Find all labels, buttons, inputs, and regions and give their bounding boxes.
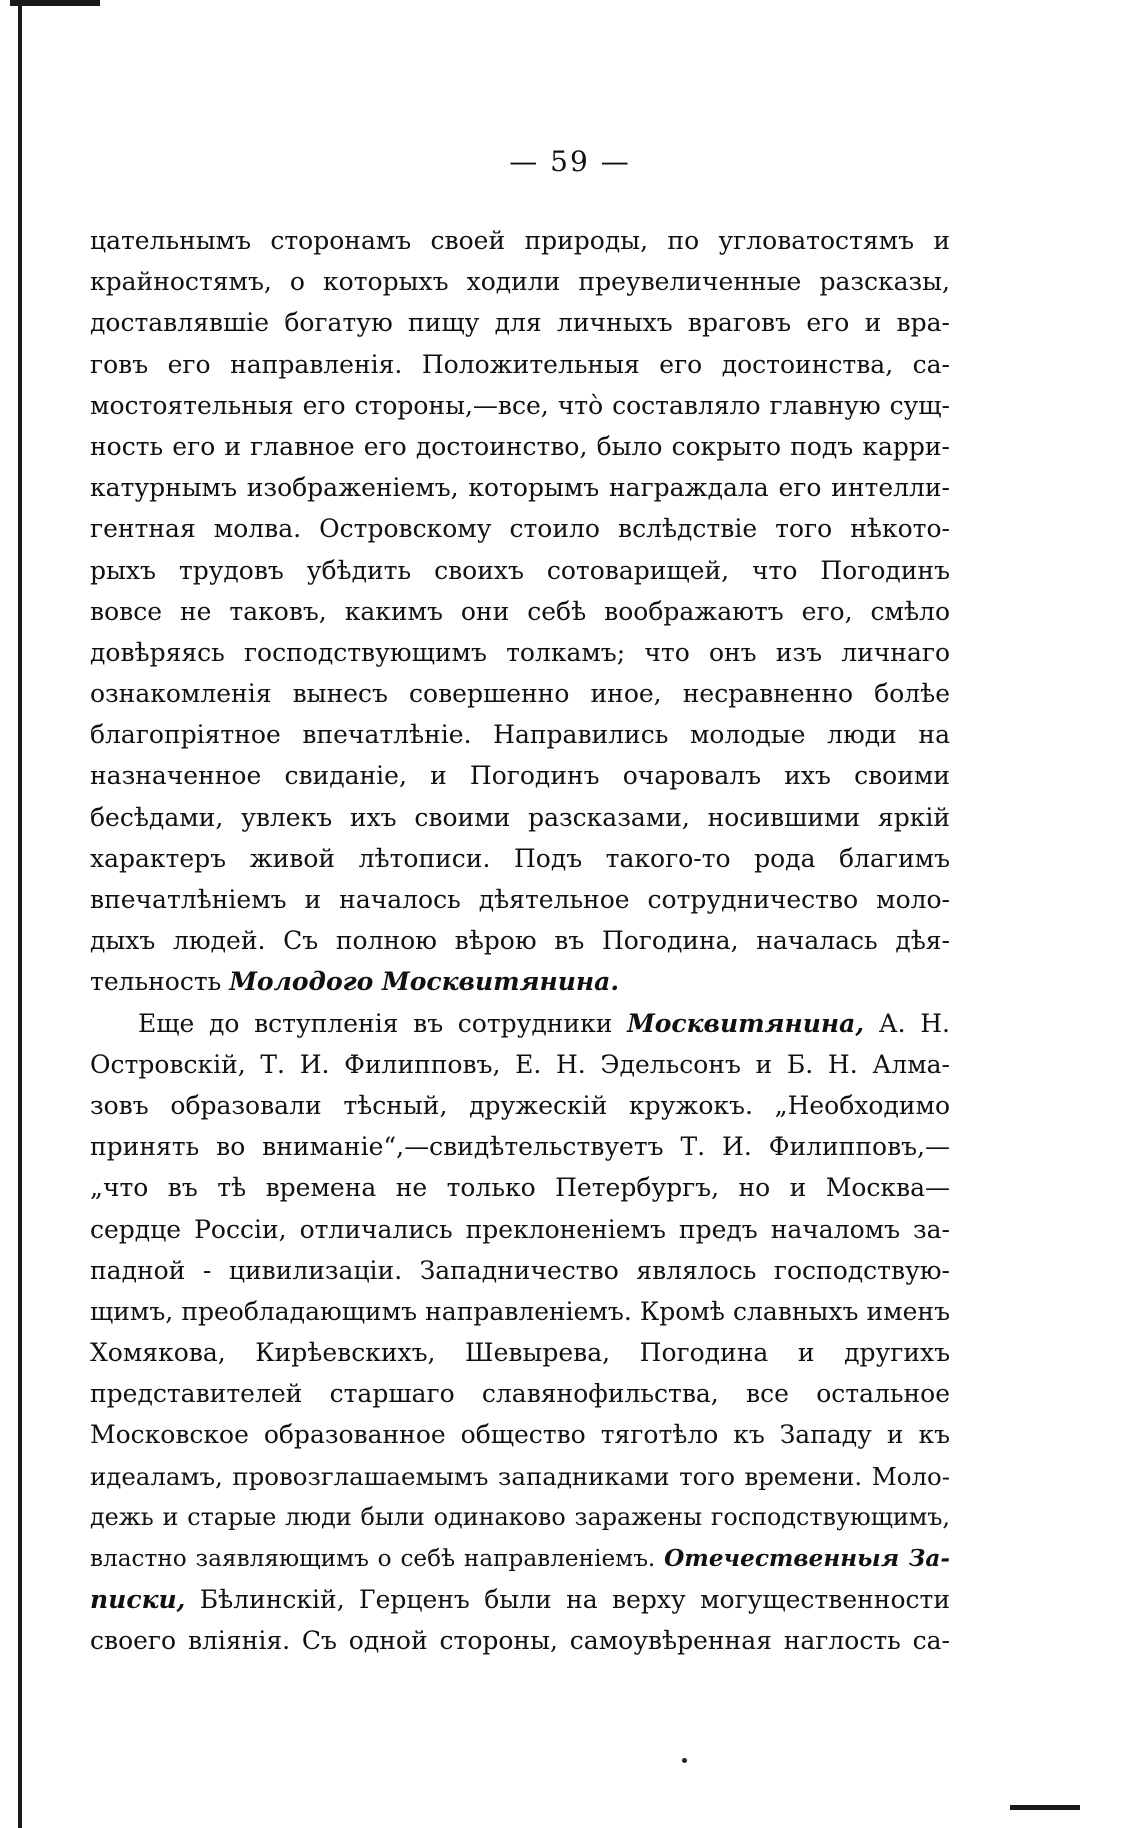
- journal-title: Молодого Москвитянина.: [229, 967, 620, 997]
- text-line: говъ его направленія. Положительныя его достоинства, са-: [90, 349, 950, 379]
- text-line: [90, 1538, 950, 1579]
- text-line: зовъ образовали тѣсный, дружескій кружокъ. „Необходимо: [90, 1090, 950, 1120]
- scan-speck: [682, 1758, 687, 1763]
- text-line: впечатлѣніемъ и началось дѣятельное сотрудничество моло-: [90, 885, 950, 914]
- text-line: благопріятное впечатлѣніе. Направились молодые люди на: [90, 720, 950, 750]
- text-line: щимъ, преобладающимъ направленіемъ. Кромѣ славныхъ именъ: [90, 1296, 950, 1326]
- text-line: Московское образованное общество тяготѣло къ Западу и къ: [90, 1420, 950, 1450]
- journal-title: писки,: [90, 1585, 186, 1615]
- text-line: идеаламъ, провозглашаемымъ западниками того времени. Моло-: [90, 1461, 950, 1491]
- text-line: [90, 1579, 950, 1620]
- text-line: ность его и главное его достоинство, было сокрыто подъ карри-: [90, 431, 950, 461]
- text-line: характеръ живой лѣтописи. Подъ такого-то рода благимъ: [90, 843, 950, 873]
- text-line: мостоятельныя его стороны,—все, что̀ составляло главную сущ-: [90, 390, 950, 420]
- body-text: [90, 220, 950, 1662]
- text-line: своего вліянія. Съ одной стороны, самоувѣренная наглость са-: [90, 1626, 950, 1656]
- text-line: бесѣдами, увлекъ ихъ своими разсказами, носившими яркій: [90, 802, 950, 832]
- text-line: Островскій, Т. И. Филипповъ, Е. Н. Эдельсонъ и Б. Н. Алма-: [90, 1049, 950, 1079]
- text-line: дыхъ людей. Съ полною вѣрою въ Погодина, началась дѣя-: [90, 926, 950, 956]
- text-line: принять во вниманіе“,—свидѣтельствуетъ Т. И. Филипповъ,—: [90, 1132, 950, 1162]
- text-line: [90, 961, 950, 1002]
- text-line: доставлявшіе богатую пищу для личныхъ враговъ его и вра-: [90, 308, 950, 338]
- text-line: падной - цивилизаціи. Западничество являлось господствую-: [90, 1255, 950, 1285]
- page-number: — 59 —: [509, 145, 631, 178]
- text-line: довѣряясь господствующимъ толкамъ; что онъ изъ личнаго: [90, 637, 950, 667]
- scan-border-left: [18, 0, 22, 1828]
- text-line: цательнымъ сторонамъ своей природы, по угловатостямъ и: [90, 226, 950, 255]
- text-line: представителей старшаго славянофильства, все остальное: [90, 1379, 950, 1409]
- text-run: тельность: [90, 967, 230, 997]
- text-line: катурнымъ изображеніемъ, которымъ награждала его интелли-: [90, 473, 950, 503]
- scan-corner-bottom-right: [1010, 1787, 1080, 1810]
- text-line: вовсе не таковъ, какимъ они себѣ воображаютъ его, смѣло: [90, 596, 950, 626]
- text-line: „что въ тѣ времена не только Петербургъ, но и Москва—: [90, 1173, 950, 1203]
- text-run: Еще до вступленія въ сотрудники: [138, 1008, 628, 1038]
- scan-corner-top-left: [10, 0, 100, 20]
- text-run: властно заявляющимъ о себѣ направленіемъ.: [90, 1546, 665, 1572]
- text-run: А. Н.: [864, 1008, 950, 1038]
- text-line: сердце Россіи, отличались преклоненіемъ предъ началомъ за-: [90, 1214, 950, 1244]
- text-line: дежь и старые люди были одинаково заражены господствующимъ,: [90, 1502, 950, 1531]
- text-line: рыхъ трудовъ убѣдить своихъ сотоварищей, что Погодинъ: [90, 555, 950, 585]
- text-run: Бѣлинскій, Герценъ были на верху могущественности: [185, 1585, 950, 1615]
- journal-title: Отечественныя За-: [664, 1545, 950, 1572]
- text-line: гентная молва. Островскому стоило вслѣдствіе того нѣкото-: [90, 514, 950, 544]
- text-line: ознакомленія вынесъ совершенно иное, несравненно болѣе: [90, 679, 950, 709]
- text-line: [90, 1003, 950, 1044]
- journal-title: Москвитянина,: [627, 1008, 865, 1038]
- text-line: крайностямъ, о которыхъ ходили преувеличенные разсказы,: [90, 267, 950, 297]
- text-line: Хомякова, Кирѣевскихъ, Шевырева, Погодина и другихъ: [90, 1338, 950, 1368]
- text-line: назначенное свиданіе, и Погодинъ очаровалъ ихъ своими: [90, 761, 950, 791]
